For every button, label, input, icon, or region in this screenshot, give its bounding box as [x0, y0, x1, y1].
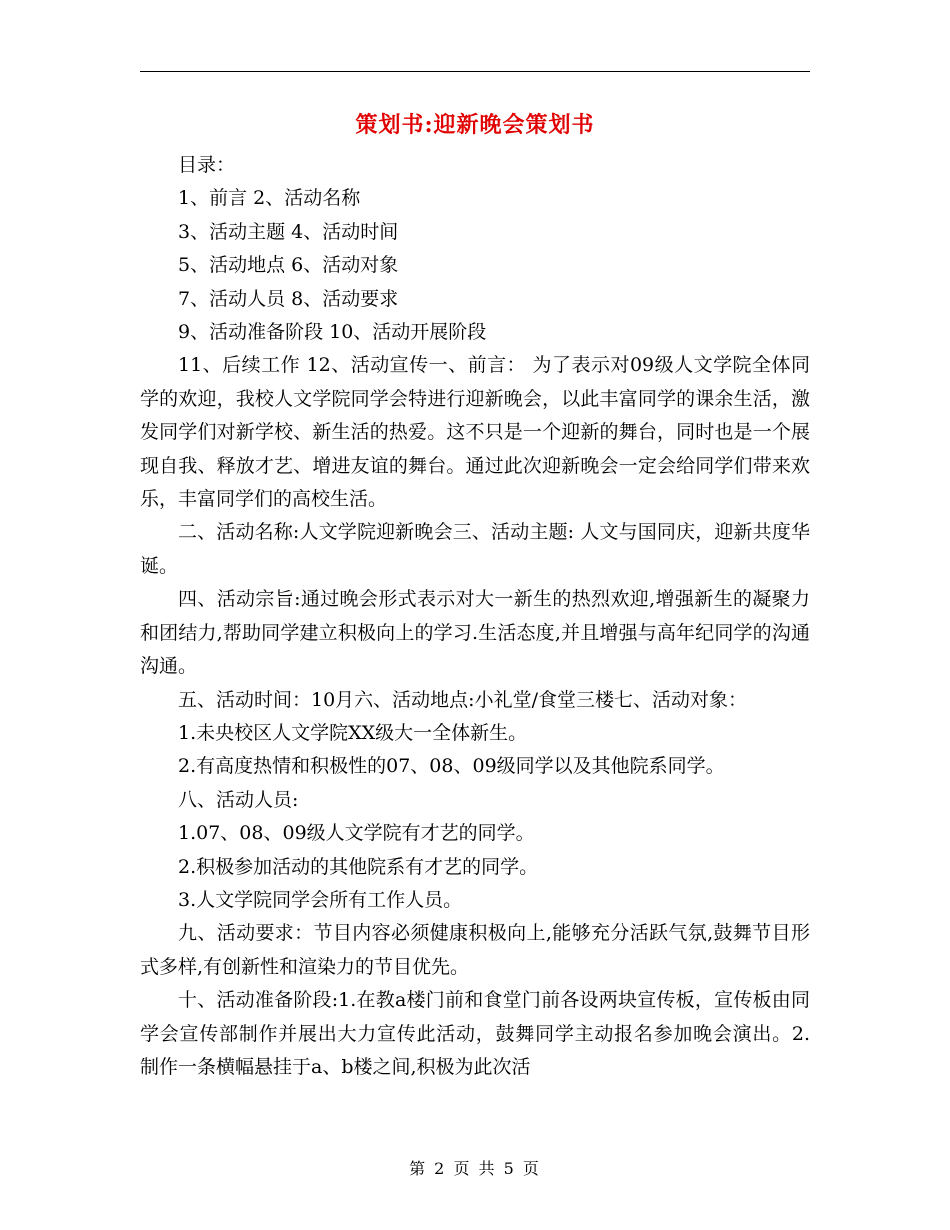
paragraph: 五、活动时间：10月六、活动地点:小礼堂/食堂三楼七、活动对象： [178, 688, 747, 711]
paragraph: 3、活动主题 4、活动时间 [178, 220, 399, 243]
paragraph: 目录： [178, 154, 236, 176]
paragraph: 3.人文学院同学会所有工作人员。 [178, 888, 463, 911]
paragraph: 二、活动名称:人文学院迎新晚会三、活动主题: 人文与国同庆，迎新共度华诞。 [140, 521, 810, 577]
paragraph: 九、活动要求：节目内容必须健康积极向上,能够充分活跃气氛,鼓舞节目形式多样,有创新性和渲染力的节目优先。 [140, 922, 810, 978]
paragraph: 2.积极参加活动的其他院系有才艺的同学。 [178, 855, 539, 878]
paragraph: 7、活动人员 8、活动要求 [178, 287, 399, 310]
paragraph: 11、后续工作 12、活动宣传一、前言： 为了表示对09级人文学院全体同学的欢迎，我校人文学院同学会特进行迎新晚会，以此丰富同学的课余生活，激发同学们对新学校、新生活的热爱。这不只是一个迎新的舞台，同时也是一个展现自我、释放才艺、增进友谊的舞台。通过此次迎新晚会一定会给同学们带来欢乐，丰富同学们的高校生活。 [140, 354, 810, 511]
page-number: 第 2 页 共 5 页 [409, 1159, 541, 1178]
paragraph: 十、活动准备阶段:1.在教a楼门前和食堂门前各设两块宣传板，宣传板由同学会宣传部制作并展出大力宣传此活动，鼓舞同学主动报名参加晚会演出。2. 制作一条横幅悬挂于a、b楼之间,积极为此次活 [140, 989, 810, 1078]
paragraph: 1、前言 2、活动名称 [178, 187, 361, 210]
document-body [140, 149, 810, 1084]
paragraph: 9、活动准备阶段 10、活动开展阶段 [178, 321, 487, 344]
paragraph: 5、活动地点 6、活动对象 [178, 254, 399, 277]
paragraph: 八、活动人员: [178, 788, 299, 811]
paragraph: 2.有高度热情和积极性的07、08、09级同学以及其他院系同学。 [178, 755, 725, 778]
paragraph: 四、活动宗旨:通过晚会形式表示对大一新生的热烈欢迎,增强新生的凝聚力和团结力,帮助同学建立积极向上的学习.生活态度,并且增强与高年纪同学的沟通沟通。 [140, 588, 810, 678]
paragraph: 1.07、08、09级人文学院有才艺的同学。 [178, 822, 535, 845]
paragraph: 1.未央校区人文学院XX级大一全体新生。 [178, 721, 528, 744]
document-title: 策划书:迎新晚会策划书 [355, 112, 595, 138]
header-rule [140, 71, 810, 72]
